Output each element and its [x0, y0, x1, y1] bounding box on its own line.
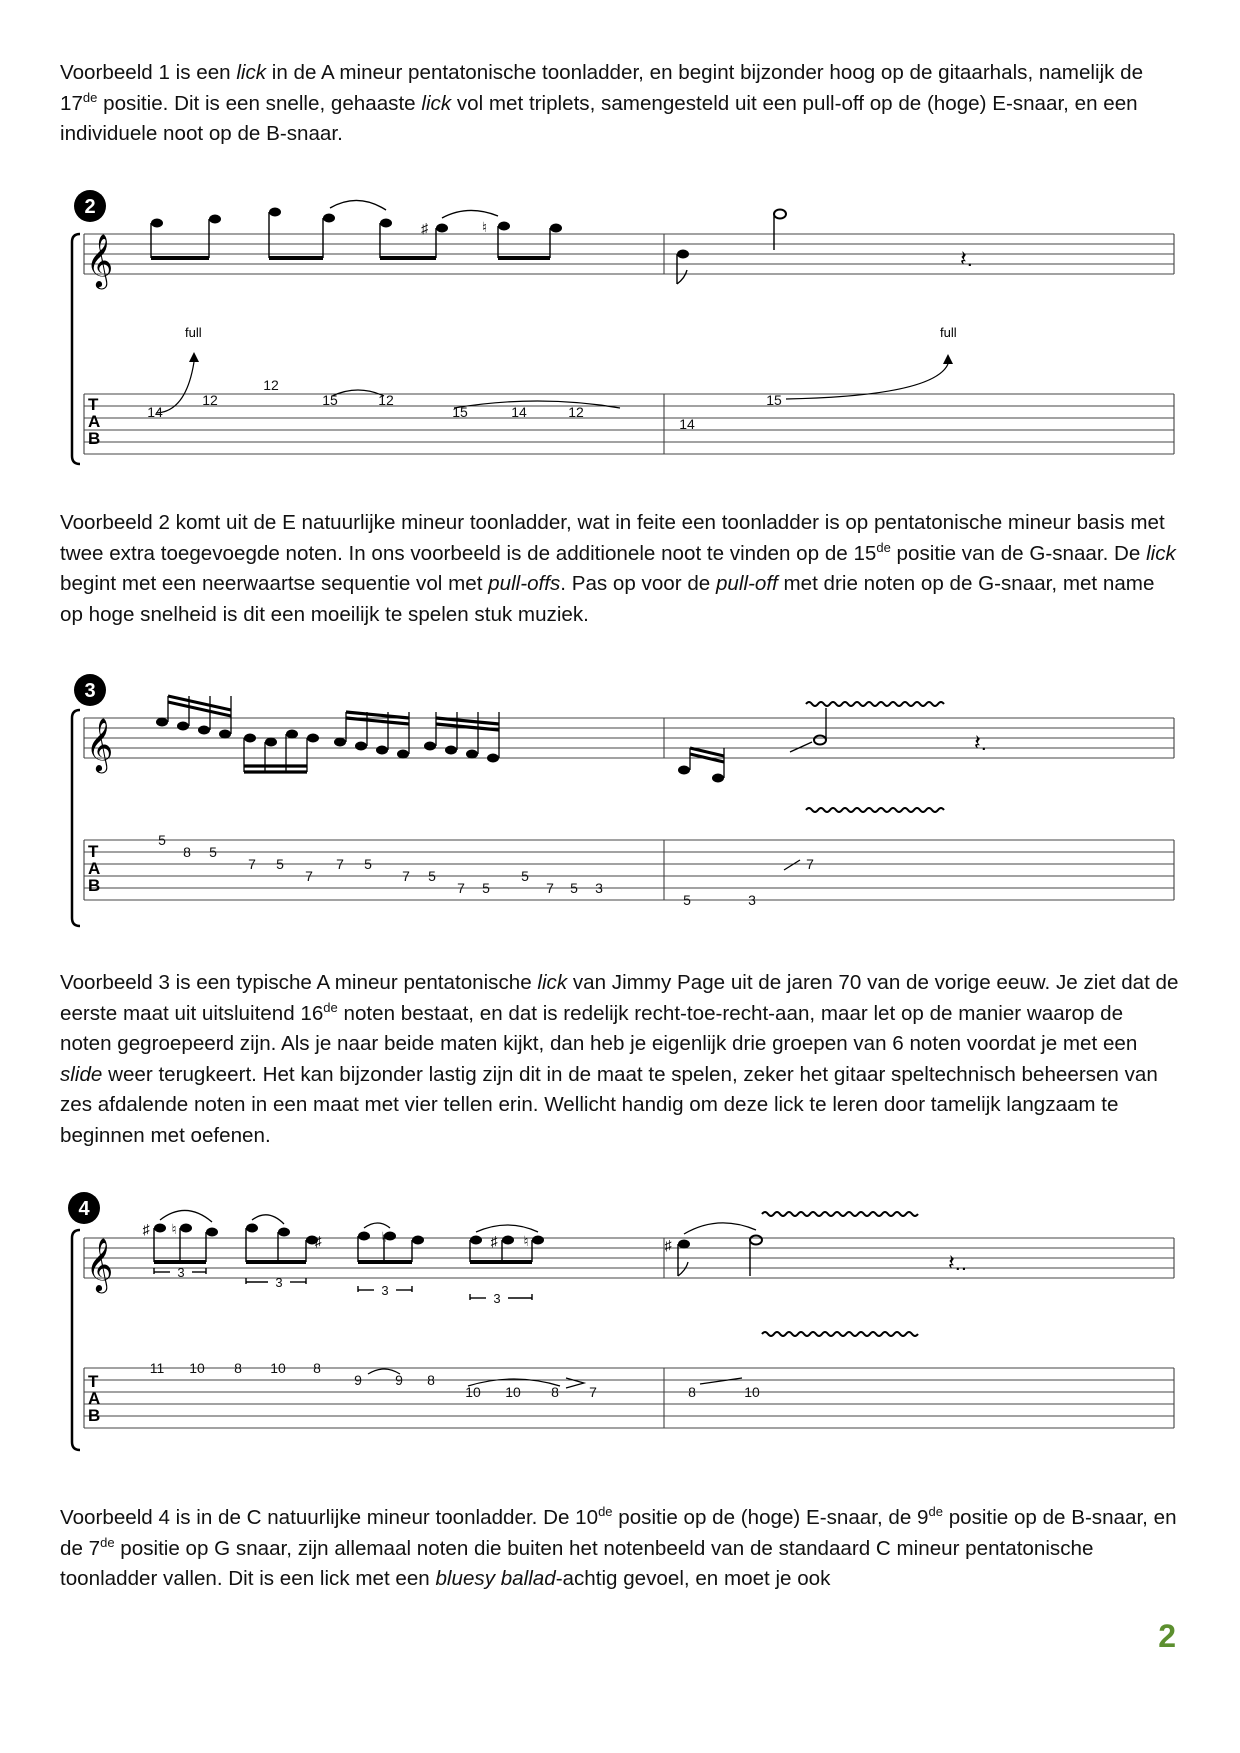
tab-number: 9: [354, 1372, 362, 1388]
tab-number: 7: [402, 868, 410, 884]
svg-text:♯: ♯: [142, 1221, 150, 1237]
tab-number: 8: [551, 1384, 559, 1400]
music-example-4: [68, 1190, 1180, 1460]
tab-letter-a: A: [88, 859, 101, 878]
tab-number: 12: [202, 392, 218, 408]
tab-number: 9: [395, 1372, 403, 1388]
music-example-2: [68, 184, 1180, 474]
svg-text:♯: ♯: [314, 1233, 322, 1249]
tab-number: 3: [748, 892, 756, 908]
music-example-3: [68, 668, 1180, 932]
tab-number: 7: [589, 1384, 597, 1400]
tab-number: 7: [336, 856, 344, 872]
tab-number: 5: [209, 844, 217, 860]
tab-number: 5: [428, 868, 436, 884]
tab-number: 5: [364, 856, 372, 872]
svg-text:𝄽.: 𝄽.: [974, 730, 987, 755]
svg-text:♯: ♯: [490, 1233, 498, 1249]
tab-number: 15: [452, 404, 468, 420]
tab-number: 15: [766, 392, 782, 408]
tab-number: 7: [248, 856, 256, 872]
tab-letter-t: T: [88, 842, 99, 861]
tab-number: 10: [189, 1360, 205, 1376]
tab-number: 15: [322, 392, 338, 408]
tab-number: 10: [270, 1360, 286, 1376]
svg-text:♮: ♮: [482, 219, 488, 235]
tab-letter-t: T: [88, 395, 99, 414]
tab-number: 12: [378, 392, 394, 408]
page-number: 2: [1158, 1618, 1176, 1654]
example-number: 2: [84, 196, 96, 218]
paragraph-3: Voorbeeld 3 is een typische A mineur pentatonische lick van Jimmy Page uit de jaren 70 van de vorige eeuw. Je ziet dat de eerste maat uit uitsluitend 16de noten bestaat, en dat is redelijk recht-toe-recht-aan, maar let op de manier waarop de noten gegroepeerd zijn. Als je naar beide maten kijkt, dan heb je eigenlijk drie groepen van 6 noten voordat je met een slide weer terugkeert. Het kan bijzonder lastig zijn dit in de maat te spelen, zeker het gitaar speltechnisch beheersen van zes afdalende noten in een maat met vier tellen erin. Wellicht handig om deze lick te leren door tamelijk langzaam te beginnen met oefenen.: [60, 971, 1179, 1147]
triplet-marker: 3: [177, 1265, 185, 1280]
svg-text:♮: ♮: [381, 1229, 387, 1245]
tab-number: 7: [457, 880, 465, 896]
paragraph-1: Voorbeeld 1 is een lick in de A mineur pentatonische toonladder, en begint bijzonder hoog op de gitaarhals, namelijk de 17de positie. Dit is een snelle, gehaaste lick vol met triplets, samengesteld uit een pull-off op de (hoge) E-snaar, en een individuele noot op de B-snaar.: [60, 61, 1144, 145]
triplet-marker: 3: [275, 1275, 283, 1290]
tab-number: 8: [688, 1384, 696, 1400]
tab-letter-b: B: [88, 876, 101, 895]
tab-number: 5: [521, 868, 529, 884]
tab-letter-a: A: [88, 1389, 101, 1408]
paragraph-2: Voorbeeld 2 komt uit de E natuurlijke mineur toonladder, wat in feite een toonladder is op pentatonische mineur basis met twee extra toegevoegde noten. In ons voorbeeld is de additionele noot te vinden op de 15de positie van de G-snaar. De lick begint met een neerwaartse sequentie vol met pull-offs. Pas op voor de pull-off met drie noten op de G-snaar, met name op hoge snelheid is dit een moeilijk te spelen stuk muziek.: [60, 511, 1176, 626]
treble-clef: 𝄞: [86, 718, 114, 770]
tab-number: 10: [465, 1384, 481, 1400]
tab-number: 3: [595, 880, 603, 896]
example-number: 4: [78, 1198, 90, 1220]
tab-number: 8: [234, 1360, 242, 1376]
tab-number: 14: [511, 404, 527, 420]
tab-number: 5: [683, 892, 691, 908]
tab-number: 14: [679, 416, 695, 432]
treble-clef: 𝄞: [86, 234, 114, 286]
tab-number: 5: [276, 856, 284, 872]
tab-number: 5: [570, 880, 578, 896]
tab-number: 5: [482, 880, 490, 896]
tab-number: 8: [427, 1372, 435, 1388]
triplet-marker: 3: [493, 1291, 501, 1306]
example-number: 3: [84, 680, 96, 702]
tab-letter-b: B: [88, 429, 101, 448]
tab-number: 12: [568, 404, 584, 420]
tab-number: 11: [149, 1360, 165, 1376]
svg-text:♯: ♯: [421, 220, 428, 236]
tab-letter-a: A: [88, 412, 101, 431]
svg-text:♮: ♮: [171, 1221, 177, 1237]
tab-number: 5: [158, 832, 166, 848]
tab-number: 10: [744, 1384, 760, 1400]
tab-number: 8: [183, 844, 191, 860]
triplet-marker: 3: [381, 1283, 389, 1298]
svg-text:♯: ♯: [664, 1237, 672, 1253]
svg-text:♮: ♮: [523, 1233, 529, 1249]
tab-number: 10: [505, 1384, 521, 1400]
bend-label: full: [185, 325, 202, 340]
treble-clef: 𝄞: [86, 1238, 114, 1290]
tab-number: 7: [806, 856, 814, 872]
tab-number: 14: [147, 404, 163, 420]
tab-number: 7: [546, 880, 554, 896]
tab-number: 12: [263, 377, 279, 393]
paragraph-4: Voorbeeld 4 is in de C natuurlijke mineur toonladder. De 10de positie op de (hoge) E-snaar, de 9de positie op de B-snaar, en de 7de positie op G snaar, zijn allemaal noten die buiten het notenbeeld van de standaard C mineur pentatonische toonladder vallen. Dit is een lick met een bluesy ballad-achtig gevoel, en moet je ook: [60, 1503, 1177, 1590]
svg-text:𝄽.: 𝄽.: [960, 246, 973, 271]
tab-number: 8: [313, 1360, 321, 1376]
tab-number: 7: [305, 868, 313, 884]
svg-text:𝄽..: 𝄽..: [948, 1250, 967, 1275]
bend-label: full: [940, 325, 957, 340]
tab-letter-t: T: [88, 1372, 99, 1391]
tab-letter-b: B: [88, 1406, 101, 1425]
